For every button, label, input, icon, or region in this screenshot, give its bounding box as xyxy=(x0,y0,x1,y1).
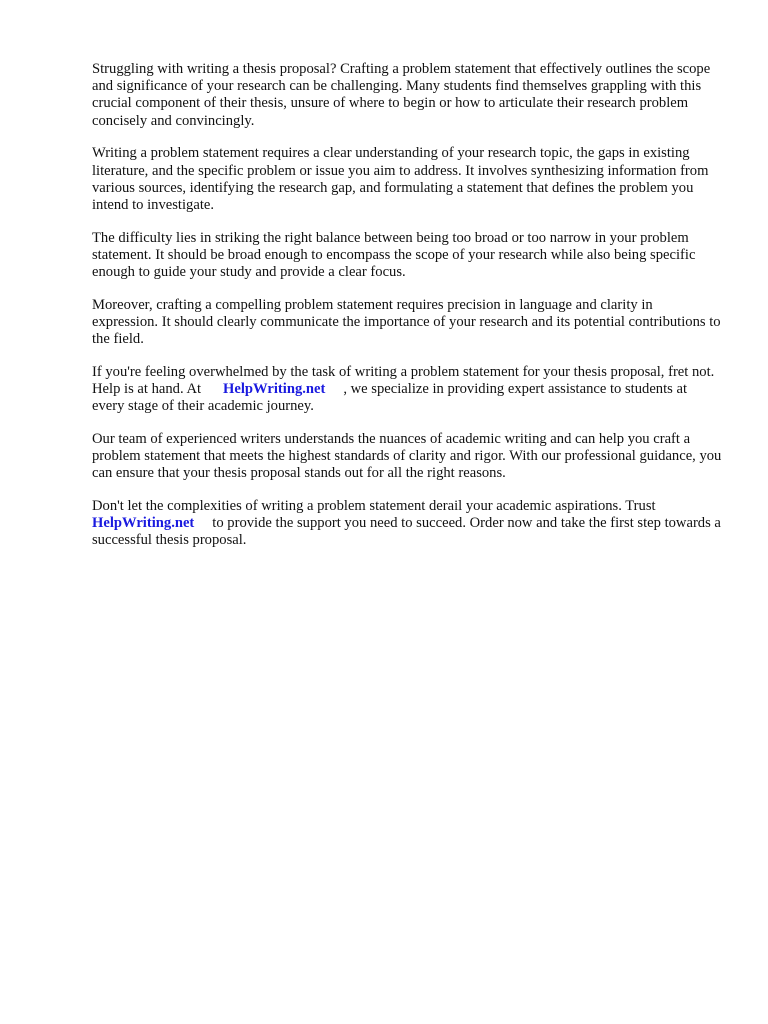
help-paragraph-text-after: , we specialize in providing expert assistance to students at every stage of their academic journey. xyxy=(92,381,688,415)
helpwriting-link[interactable]: HelpWriting.net xyxy=(223,381,326,398)
difficulty-paragraph: The difficulty lies in striking the right balance between being too broad or too narrow in your problem statement. It should be broad enough to encompass the scope of your research while also being specific enough to guide your study and provide a clear focus. xyxy=(92,229,696,281)
closing-paragraph-text-before: Don't let the complexities of writing a problem statement derail your academic aspirations. Trust xyxy=(92,498,656,515)
requirements-paragraph: Writing a problem statement requires a clear understanding of your research topic, the gaps in existing literature, and the specific problem or issue you aim to address. It involves synthesizing information from various sources, identifying the research gap, and formulating a statement that defines the problem you intend to investigate. xyxy=(92,145,709,213)
precision-paragraph: Moreover, crafting a compelling problem statement requires precision in language and clarity in expression. It should clearly communicate the importance of your research and its potential contributions to the field. xyxy=(92,296,721,348)
intro-paragraph: Struggling with writing a thesis proposal? Crafting a problem statement that effectively outlines the scope and significance of your research can be challenging. Many students find themselves grappling with this crucial component of their thesis, unsure of where to begin or how to articulate their research problem concisely and convincingly. xyxy=(92,61,711,129)
team-paragraph: Our team of experienced writers understands the nuances of academic writing and can help you craft a problem statement that meets the highest standards of clarity and rigor. With our professional guidance, you can ensure that your thesis proposal stands out for all the right reasons. xyxy=(92,430,722,482)
help-paragraph xyxy=(92,364,722,416)
document-body xyxy=(92,61,722,565)
helpwriting-link-closing[interactable]: HelpWriting.net xyxy=(92,515,195,532)
closing-paragraph xyxy=(92,498,722,550)
closing-paragraph-text-after: to provide the support you need to succeed. Order now and take the first step towards a successful thesis proposal. xyxy=(92,515,721,549)
help-paragraph-text-before: If you're feeling overwhelmed by the task of writing a problem statement for your thesis proposal, fret not. Help is at hand. At xyxy=(92,363,715,398)
